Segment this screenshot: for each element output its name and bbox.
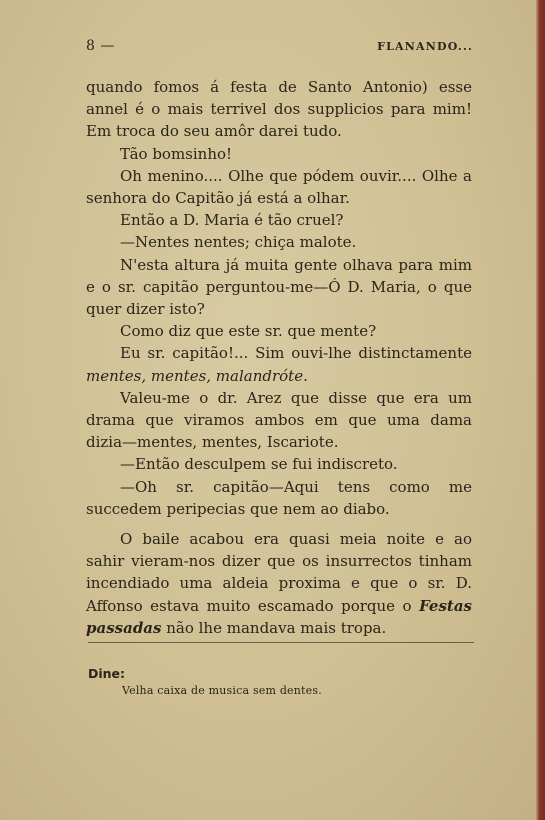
italic-quote: mentes, mentes, malandróte. bbox=[86, 366, 308, 385]
footnote-term: Dine: bbox=[88, 666, 126, 681]
paragraph: N'esta altura já muita gente olhava para mim e o sr. capitão perguntou-me—Ó D. Maria, o que quer dizer isto? bbox=[86, 255, 472, 319]
running-title: FLANANDO... bbox=[377, 40, 473, 53]
paragraph: —Então desculpem se fui indiscreto. bbox=[120, 455, 398, 474]
paragraph: Valeu-me o dr. Arez que disse que era um drama que viramos ambos em que uma dama dizia—mentes, mentes, Iscariote. bbox=[86, 388, 472, 452]
paragraph: Oh menino.... Olhe que pódem ouvir.... Olhe a senhora do Capitão já está a olhar. bbox=[86, 166, 472, 208]
paragraph: Tão bomsinho! bbox=[120, 144, 233, 163]
footnote-definition: Velha caixa de musica sem dentes. bbox=[122, 684, 322, 697]
paragraph-text: O baile acabou era quasi meia noite e ao sahir vieram-nos dizer que os insurrectos tinham incendiado uma aldeia proxima e que o sr. D. Affonso estava muito escamado porque o bbox=[86, 530, 472, 615]
page-number: 8 — bbox=[86, 38, 115, 54]
paragraph: Como diz que este sr. que mente? bbox=[120, 322, 377, 341]
book-binding-edge bbox=[536, 0, 545, 820]
paragraph: —Nentes nentes; chiça malote. bbox=[120, 233, 357, 252]
paragraph bbox=[86, 342, 472, 386]
paragraph: Então a D. Maria é tão cruel? bbox=[120, 211, 344, 230]
paragraph: —Oh sr. capitão—Aqui tens como me succedem peripecias que nem ao diabo. bbox=[86, 477, 472, 518]
italic-title: Festas passadas bbox=[86, 596, 472, 637]
body-text bbox=[86, 76, 472, 639]
paragraph bbox=[86, 528, 472, 639]
footnote-divider bbox=[88, 642, 474, 643]
paragraph-text: Eu sr. capitão!... Sim ouvi-lhe distinctamente bbox=[120, 344, 472, 363]
paragraph-text: não lhe mandava mais tropa. bbox=[161, 618, 387, 637]
paragraph: quando fomos á festa de Santo Antonio) esse annel é o mais terrivel dos supplicios para mim! Em troca do seu amôr darei tudo. bbox=[86, 78, 472, 141]
